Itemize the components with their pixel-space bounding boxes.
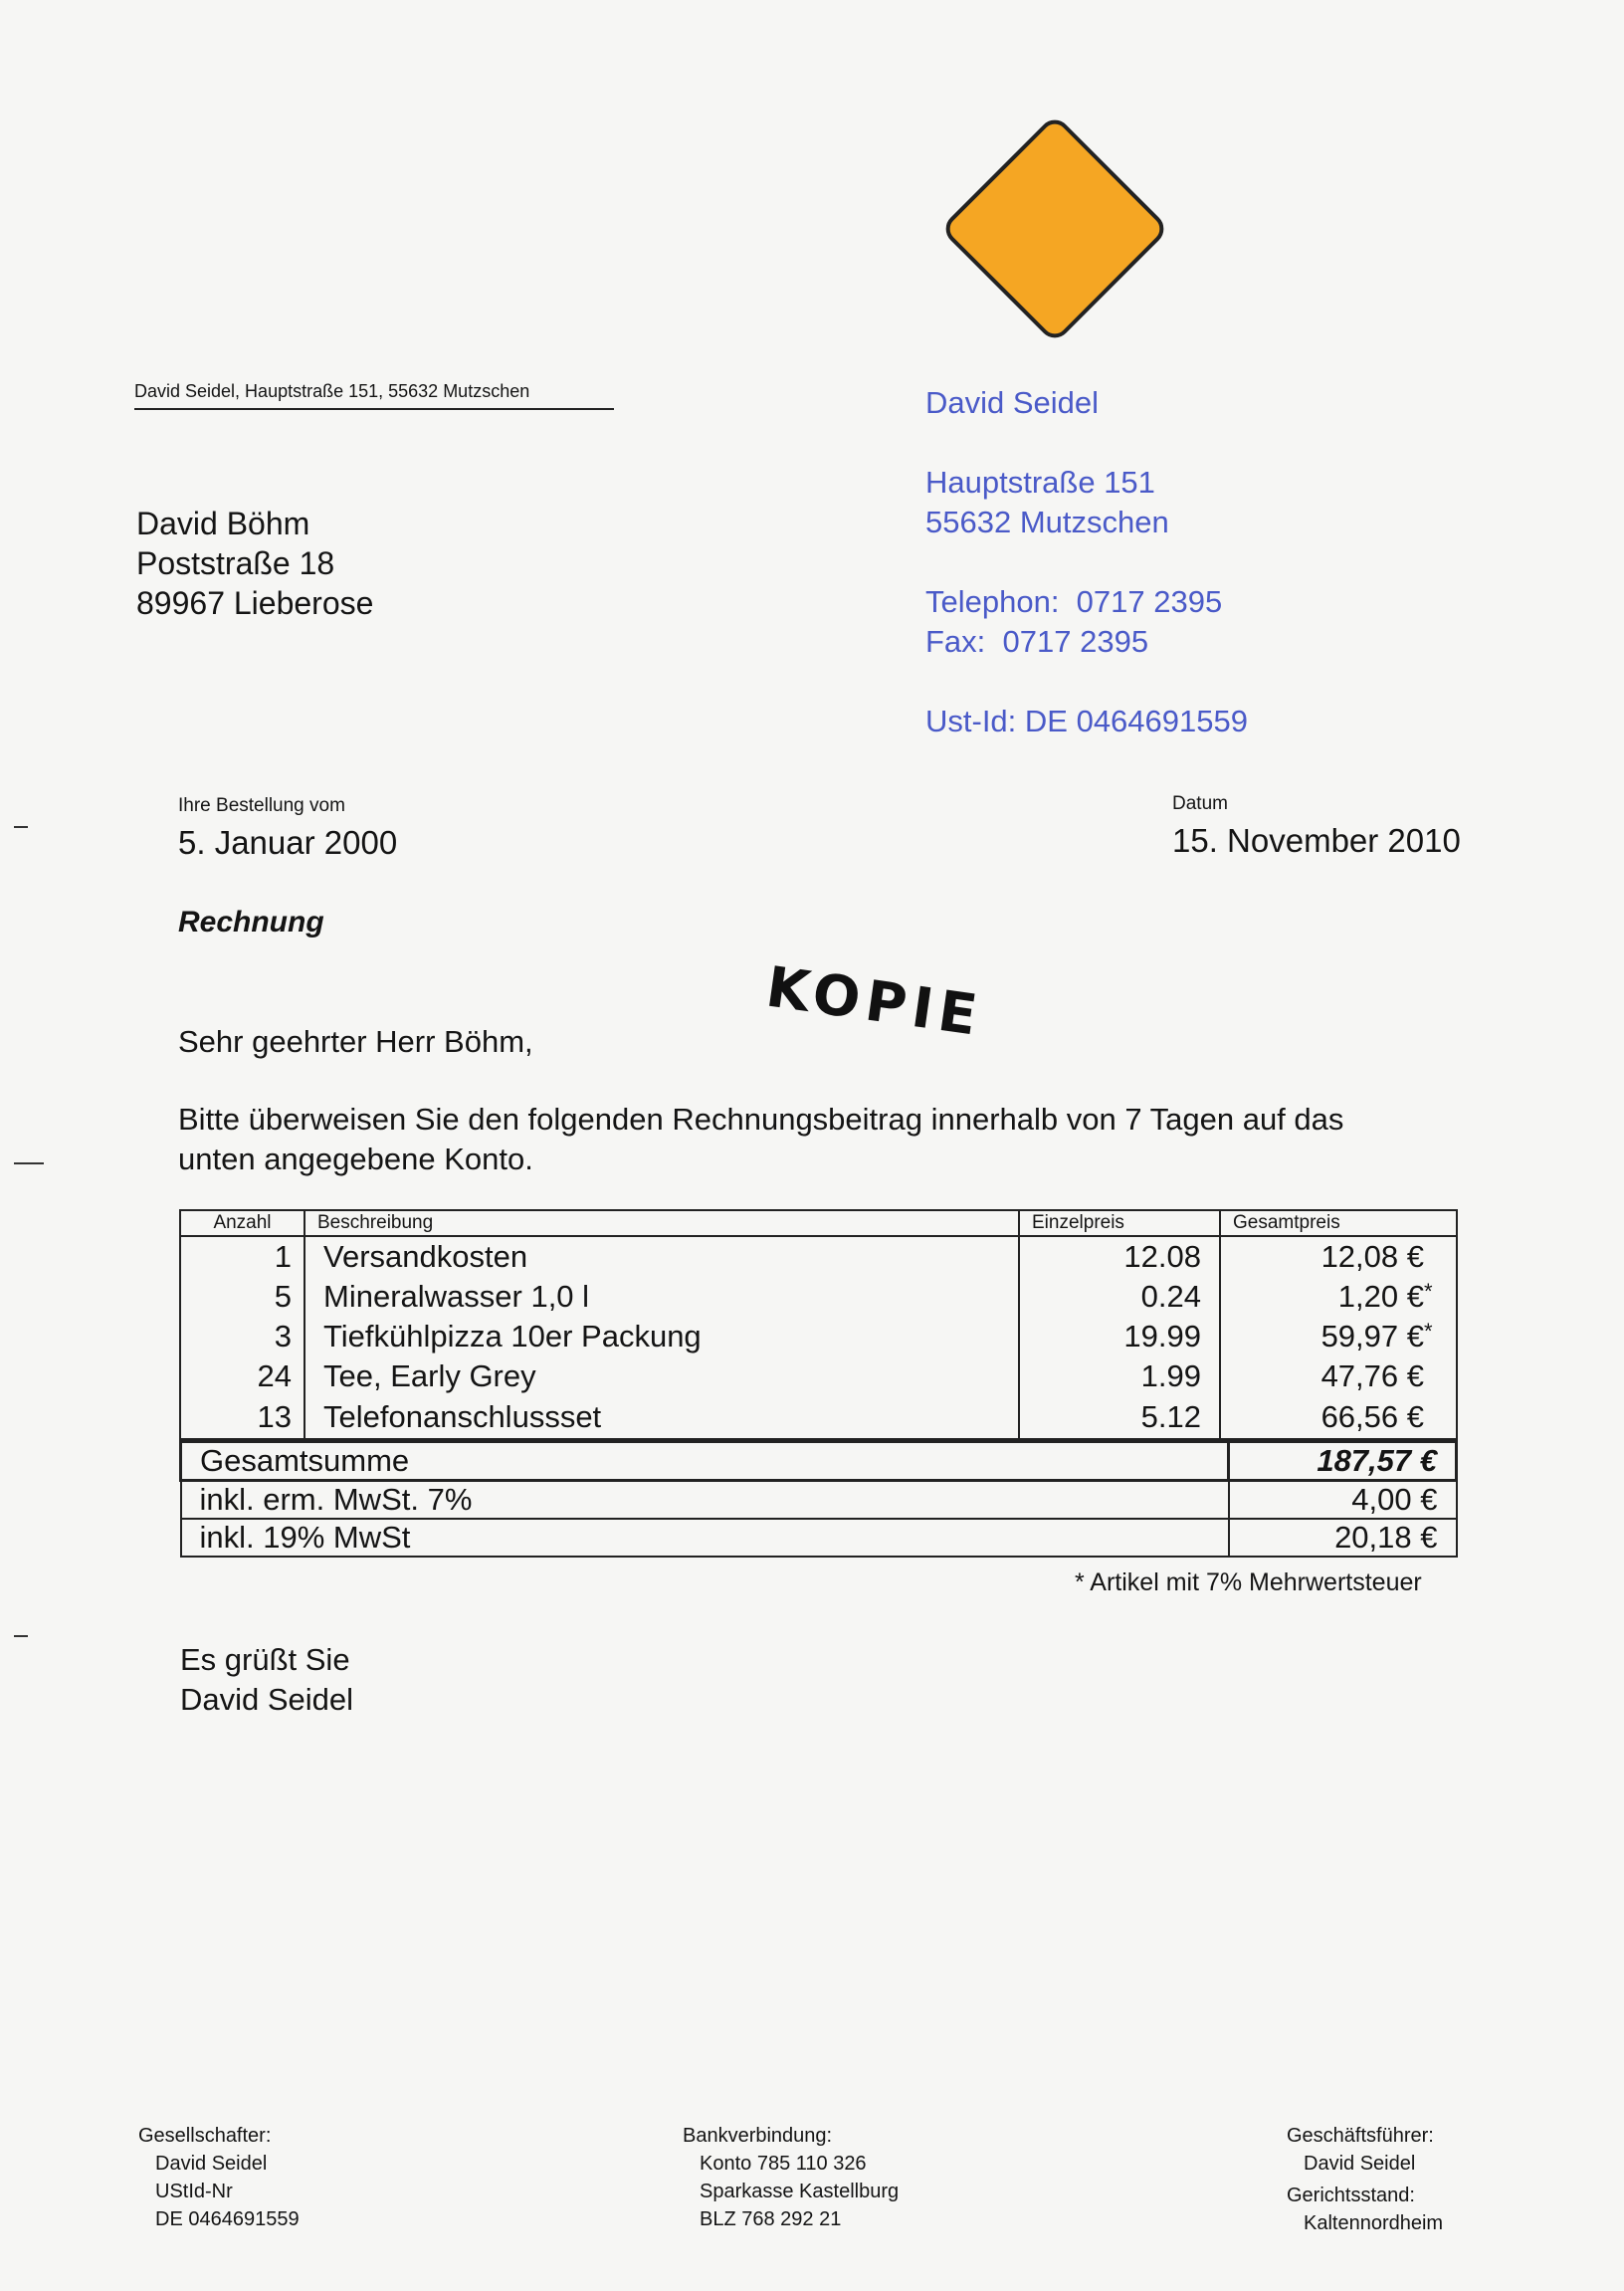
intro-line-1: Bitte überweisen Sie den folgenden Rechnungsbeitrag innerhalb von 7 Tagen auf das [178, 1102, 1344, 1137]
invoice-totals [179, 1440, 1458, 1558]
table-header-row [180, 1210, 1457, 1236]
sender-vat-id: Ust-Id: DE 0464691559 [925, 704, 1248, 738]
footer-vat-label: UStId-Nr [155, 2181, 233, 2202]
row-unit-price: 12.08 [1019, 1236, 1220, 1277]
table-row [180, 1236, 1457, 1277]
order-date: 5. Januar 2000 [178, 824, 398, 861]
header-description: Beschreibung [304, 1210, 1019, 1236]
orange-diamond-icon [923, 98, 1186, 360]
partners-label: Gesellschafter: [138, 2125, 272, 2147]
vat-value: 20,18 € [1229, 1519, 1457, 1557]
header-total-price: Gesamtpreis [1220, 1210, 1457, 1236]
closing [180, 1640, 353, 1720]
row-vat-mark: * [1424, 1319, 1433, 1344]
bank-account: Konto 785 110 326 [700, 2153, 867, 2175]
row-description: Versandkosten [304, 1236, 1019, 1277]
footer-partners [138, 2122, 300, 2233]
closing-signature: David Seidel [180, 1682, 354, 1717]
vat-footnote: * Artikel mit 7% Mehrwertsteuer [1075, 1568, 1422, 1596]
grand-total-value: 187,57 € [1229, 1442, 1457, 1481]
row-total: 66,56 € [1320, 1399, 1424, 1434]
row-unit-price: 19.99 [1019, 1317, 1220, 1356]
header-unit-price: Einzelpreis [1019, 1210, 1220, 1236]
row-total-cell [1220, 1236, 1457, 1277]
row-total-cell [1220, 1396, 1457, 1439]
fold-mark-bottom [14, 1635, 28, 1637]
court-value: Kaltennordheim [1304, 2212, 1444, 2234]
bank-code: BLZ 768 292 21 [700, 2208, 842, 2230]
director-name: David Seidel [1304, 2153, 1416, 2175]
row-total: 59,97 € [1320, 1319, 1424, 1354]
copy-stamp [760, 943, 1019, 1063]
row-qty: 24 [180, 1356, 304, 1396]
vat-row [181, 1519, 1457, 1557]
table-row [180, 1277, 1457, 1317]
invoice-items-table [179, 1209, 1458, 1440]
salutation: Sehr geehrter Herr Böhm, [178, 1024, 533, 1059]
row-description: Telefonanschlussset [304, 1396, 1019, 1439]
row-total: 1,20 € [1337, 1279, 1424, 1314]
reduced-vat-label: inkl. erm. MwSt. 7% [181, 1481, 1229, 1520]
row-unit-price: 0.24 [1019, 1277, 1220, 1317]
table-row [180, 1396, 1457, 1439]
recipient-street: Poststraße 18 [136, 545, 335, 581]
footer-management [1287, 2122, 1443, 2237]
grand-total-row [181, 1442, 1457, 1481]
row-description: Tiefkühlpizza 10er Packung [304, 1317, 1019, 1356]
row-description: Tee, Early Grey [304, 1356, 1019, 1396]
recipient-address [136, 504, 373, 623]
invoice-date: 15. November 2010 [1172, 822, 1461, 859]
recipient-name: David Böhm [136, 506, 310, 541]
row-unit-price: 5.12 [1019, 1396, 1220, 1439]
row-vat-mark: * [1424, 1279, 1433, 1304]
sender-name: David Seidel [925, 385, 1100, 420]
row-qty: 13 [180, 1396, 304, 1439]
row-qty: 5 [180, 1277, 304, 1317]
sender-info [925, 383, 1248, 741]
row-total: 47,76 € [1320, 1358, 1424, 1393]
copy-stamp-text: KOPIE [762, 954, 987, 1050]
sender-fax: Fax: 0717 2395 [925, 624, 1149, 659]
row-qty: 1 [180, 1236, 304, 1277]
document-title: Rechnung [178, 906, 324, 938]
reduced-vat-row [181, 1481, 1457, 1520]
intro-line-2: unten angegebene Konto. [178, 1142, 533, 1176]
intro-text [178, 1100, 1432, 1179]
row-description: Mineralwasser 1,0 l [304, 1277, 1019, 1317]
sender-city: 55632 Mutzschen [925, 505, 1169, 539]
recipient-city: 89967 Lieberose [136, 585, 374, 621]
table-row [180, 1356, 1457, 1396]
row-total-cell [1220, 1356, 1457, 1396]
fold-mark-top [14, 826, 28, 828]
partners-name: David Seidel [155, 2153, 268, 2175]
row-qty: 3 [180, 1317, 304, 1356]
sender-phone: Telephon: 0717 2395 [925, 584, 1223, 619]
footer-vat-value: DE 0464691559 [155, 2208, 300, 2230]
bank-name: Sparkasse Kastellburg [700, 2181, 900, 2202]
reduced-vat-value: 4,00 € [1229, 1481, 1457, 1520]
row-total-cell [1220, 1277, 1457, 1317]
footer-bank [683, 2122, 899, 2233]
row-total: 12,08 € [1320, 1239, 1424, 1274]
invoice-date-label: Datum [1172, 793, 1228, 814]
table-row [180, 1317, 1457, 1356]
sender-street: Hauptstraße 151 [925, 465, 1155, 500]
vat-label: inkl. 19% MwSt [181, 1519, 1229, 1557]
row-total-cell [1220, 1317, 1457, 1356]
director-label: Geschäftsführer: [1287, 2125, 1434, 2147]
grand-total-label: Gesamtsumme [181, 1442, 1229, 1481]
return-address: David Seidel, Hauptstraße 151, 55632 Mutzschen [134, 381, 614, 410]
punch-mark [14, 1162, 44, 1164]
order-date-label: Ihre Bestellung vom [178, 795, 345, 816]
court-label: Gerichtsstand: [1287, 2185, 1415, 2206]
row-unit-price: 1.99 [1019, 1356, 1220, 1396]
bank-label: Bankverbindung: [683, 2125, 833, 2147]
closing-greeting: Es grüßt Sie [180, 1642, 350, 1677]
header-qty: Anzahl [180, 1210, 304, 1236]
